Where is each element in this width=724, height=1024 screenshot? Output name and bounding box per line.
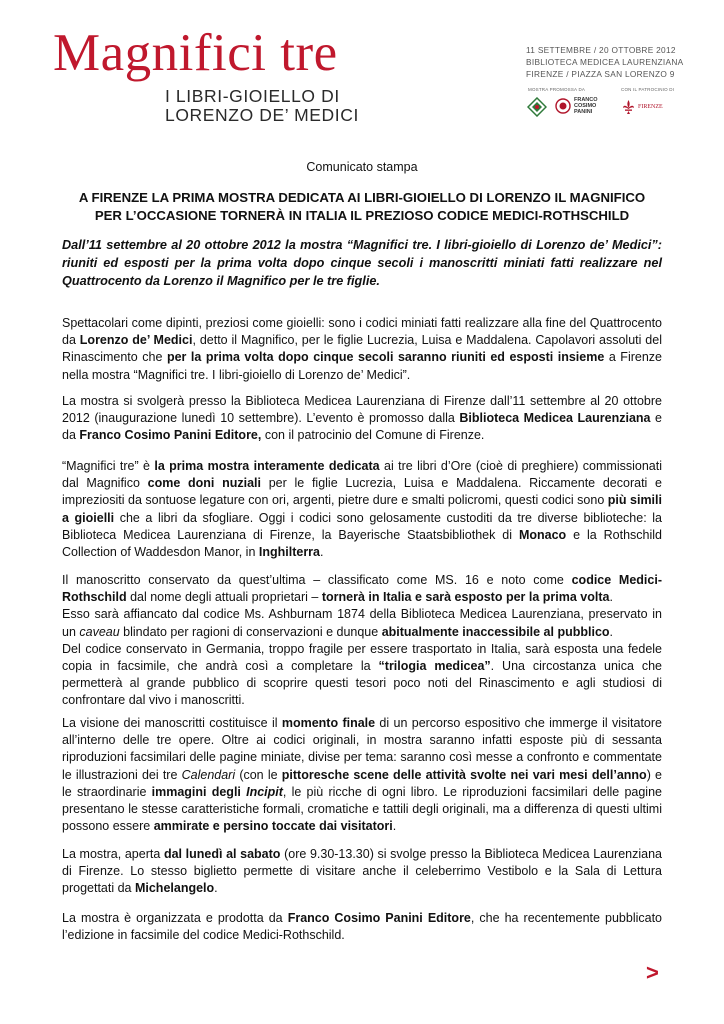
text-span: La mostra, aperta (62, 847, 164, 861)
bold-span: codice Medici-Rothschild (62, 573, 662, 605)
fleur-de-lis-icon (622, 99, 635, 115)
text-span: (ore 9.30-13.30) si svolge presso la Biblioteca Medicea Laurenziana di Firenze. Lo stesso biglietto permette di visitare anche il celeberrimo Vestibolo e la Sala di Lettura progettati da (62, 847, 662, 896)
text-span: , le più ricche di ogni libro. Le riproduzioni facsimilari delle pagine presentano le stesse caratteristiche formali, cromatiche e tattili degli originali, ma a differenza di questi ultimi possono essere (62, 784, 662, 834)
exhibition-title: Magnifici tre (53, 24, 338, 82)
text-span: e da (62, 411, 662, 443)
bold-span: Inghilterra (258, 545, 320, 560)
bold-span: per la prima volta dopo cinque secoli saranno riuniti ed esposti insieme (166, 350, 605, 365)
bold-span: Franco Cosimo Panini Editore (287, 911, 471, 925)
paragraph-4 (62, 572, 662, 710)
text-span: con il patrocinio del Comune di Firenze. (261, 428, 485, 443)
text-span: , detto il Magnifico, per le figlie Lucrezia, Luisa e Maddalena. Capolavori assoluti del Rinascimento che (62, 333, 662, 365)
text-span: ai tre libri d’Ore (cioè di preghiere) commissionati dal Magnifico (62, 459, 662, 491)
text-span: Esso sarà affiancato dal codice Ms. Ashburnam 1874 della Biblioteca Medicea Laurenziana, preservato in un (62, 607, 662, 639)
bold-span: pittoresche scene delle attività svolte nei vari mesi dell’anno (281, 767, 647, 782)
text-span: per le figlie Lucrezia, Luisa e Maddalena. Riccamente decorati e impreziositi da sontuose legature con ori, argenti, pietre dure e smalti policromi, questi codici sono (62, 476, 662, 508)
panini-emblem-icon (555, 98, 571, 114)
brand-block (53, 25, 338, 81)
event-info (526, 44, 683, 80)
bold-span: Biblioteca Medicea Laurenziana (459, 411, 651, 426)
text-span: . Una circostanza unica che permetterà al grande pubblico di scoprire questi tesori poco noti del Rinascimento e agli studiosi di confrontare dal vivo i manoscritti. (62, 659, 662, 708)
bold-span: Michelangelo (134, 881, 215, 896)
promo-label: MOSTRA PROMOSSA DA (528, 87, 586, 92)
panini-logo-line3: PANINI (574, 109, 593, 115)
text-span: di un percorso espositivo che immerge il visitatore all’interno delle tre opere. Oltre ai codici originali, in mostra saranno infatti esposte più di sessanta riproduzioni facsimilari delle pagine miniate, divise per tema: saranno così messe a confronto e commentate le illustrazioni dei tre (62, 716, 662, 782)
panini-logo (555, 97, 598, 115)
text-span: La mostra si svolgerà presso la Biblioteca Medicea Laurenziana di Firenze dall’11 settembre al 20 ottobre 2012 (inaugurazione lunedì 10 settembre). L’evento è promosso dalla (62, 394, 662, 426)
bold-span: la prima mostra interamente dedicata (154, 459, 380, 473)
bold-span: più simili a gioielli (62, 493, 662, 525)
text-span: che a libri da sfogliare. Oggi i codici sono gelosamente custoditi da tre diverse biblioteche: la Biblioteca Medicea Laurenziana di Firenze, la Bayerische Staatsbibliothek di (62, 510, 662, 542)
text-span: “Magnifici tre” è (62, 459, 155, 473)
text-span: . (214, 881, 218, 896)
bold-span: immagini degli (151, 784, 247, 799)
bold-span: Monaco (518, 527, 567, 542)
text-span: dal nome degli attuali proprietari – (126, 590, 322, 605)
exhibition-subtitle-line2: LORENZO DE’ MEDICI (165, 105, 359, 125)
event-venue: BIBLIOTECA MEDICEA LAURENZIANA (526, 57, 684, 67)
text-span: . (392, 819, 397, 834)
text-span: (con le (235, 767, 282, 782)
event-address: FIRENZE / PIAZZA SAN LORENZO 9 (526, 69, 675, 79)
next-page-arrow[interactable]: > (646, 960, 659, 985)
bold-span: abitualmente inaccessibile al pubblico (381, 624, 610, 639)
laurenziana-logo (527, 97, 547, 117)
bold-span: momento finale (281, 716, 376, 730)
text-span: La visione dei manoscritti costituisce il (62, 716, 282, 730)
firenze-logo (622, 99, 663, 115)
headline (0, 189, 724, 225)
italic-span: caveau (79, 624, 120, 639)
bold-span: Lorenzo de’ Medici (79, 333, 193, 348)
text-span: ) e le straordinarie (62, 767, 663, 799)
text-span: Il manoscritto conservato da quest’ultima – classificato come MS. 16 e noto come (62, 573, 572, 587)
text-span: . (609, 624, 614, 639)
bold-italic-span: Incipit (246, 784, 283, 799)
exhibition-subtitle-line1: I LIBRI-GIOIELLO DI (165, 86, 340, 106)
text-span: Spettacolari come dipinti, preziosi come gioielli: sono i codici miniati fatti realizzare alla fine del Quattrocento da (62, 316, 662, 348)
paragraph-3 (62, 458, 662, 561)
firenze-logo-text: FIRENZE (638, 104, 663, 110)
lead-subtitle: Dall’11 settembre al 20 ottobre 2012 la mostra “Magnifici tre. I libri-gioiello di Lorenzo de’ Medici”: riuniti ed esposti per la prima volta dopo cinque secoli i manoscritti miniati fatti realizzare nel Quattrocento da Lorenzo il Magnifico per le tre figlie. (62, 238, 662, 288)
text-span: e la Rothschild Collection of Waddesdon Manor, in (62, 527, 663, 560)
text-span: . (320, 545, 324, 560)
headline-line1: A FIRENZE LA PRIMA MOSTRA DEDICATA AI LIBRI-GIOIELLO DI LORENZO IL MAGNIFICO (78, 190, 646, 205)
text-span: blindato per ragioni di conservazioni e dunque (119, 624, 382, 639)
panini-logo-text (574, 97, 598, 115)
patronage-label: CON IL PATROCINIO DI (621, 87, 675, 92)
text-span: a Firenze nella mostra “Magnifici tre. I libri-gioiello di Lorenzo de’ Medici”. (62, 350, 662, 382)
text-span: Del codice conservato in Germania, troppo fragile per essere trasportato in Italia, sarà esposta una fedele copia in facsimile, che andrà così a completare la (62, 641, 662, 674)
paragraph-5 (62, 715, 662, 835)
event-dates: 11 SETTEMBRE / 20 OTTOBRE 2012 (526, 45, 676, 55)
paragraph-1 (62, 315, 662, 384)
bold-span: Franco Cosimo Panini Editore, (79, 428, 262, 443)
bold-span: ammirate e persino toccate dai visitatori (153, 819, 393, 834)
laurenziana-emblem-icon (527, 97, 547, 117)
paragraph-6 (62, 846, 662, 898)
text-span: La mostra è organizzata e prodotta da (62, 911, 288, 925)
text-span: . (609, 590, 613, 605)
bold-span: “trilogia medicea” (378, 659, 491, 674)
bold-span: tornerà in Italia e sarà esposto per la prima volta (321, 590, 610, 605)
panini-logo-line1: FRANCO (574, 97, 598, 103)
paragraph-7 (62, 910, 662, 944)
document-label: Comunicato stampa (306, 160, 418, 174)
paragraph-2 (62, 393, 662, 445)
italic-span: Calendari (181, 767, 236, 782)
text-span: , che ha recentemente pubblicato l’edizione in facsimile del codice Medici-Rothschild. (62, 911, 662, 943)
bold-span: dal lunedì al sabato (163, 847, 281, 861)
bold-span: come doni nuziali (147, 476, 261, 491)
panini-logo-line2: COSIMO (574, 103, 597, 109)
headline-line2: PER L’OCCASIONE TORNERÀ IN ITALIA IL PREZIOSO CODICE MEDICI-ROTHSCHILD (94, 208, 630, 223)
